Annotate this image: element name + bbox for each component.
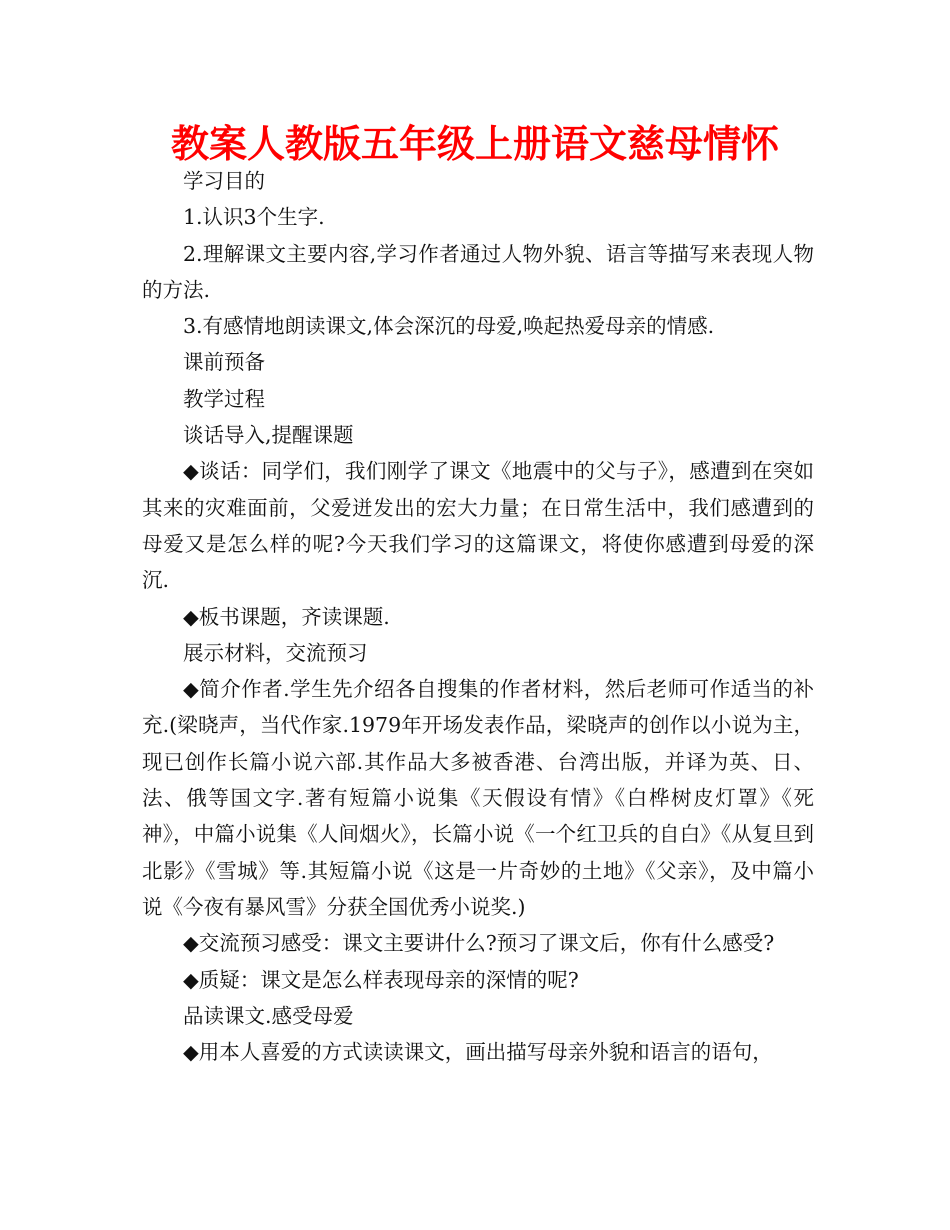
subheading-reading: 品读课文.感受母爱 <box>183 1003 354 1028</box>
section-heading-preparation: 课前预备 <box>183 350 265 375</box>
paragraph-reading-task: ◆用本人喜爱的方式读读课文，画出描写母亲外貌和语言的语句， <box>183 1040 773 1065</box>
paragraph-question: ◆质疑：课文是怎么样表现母亲的深情的呢? <box>183 967 579 992</box>
objective-item-1: 1.认识3个生字. <box>183 205 325 230</box>
paragraph-board-title: ◆板书课题，齐读课题. <box>183 604 390 629</box>
section-heading-objectives: 学习目的 <box>183 169 265 193</box>
objective-item-3: 3.有感情地朗读课文,体会深沉的母爱,唤起热爱母亲的情感. <box>183 314 715 339</box>
document-title: 教案人教版五年级上册语文慈母情怀 <box>170 122 779 166</box>
paragraph-share-feelings: ◆交流预习感受：课文主要讲什么?预习了课文后，你有什么感受? <box>183 931 775 956</box>
subheading-materials: 展示材料，交流预习 <box>183 640 368 665</box>
objective-item-2: 2.理解课文主要内容,学习作者通过人物外貌、语言等描写来表现人物的方法. <box>142 241 814 302</box>
paragraph-author-intro: ◆简介作者.学生先介绍各自搜集的作者材料，然后老师可作适当的补充.(梁晓声，当代作家.1979年开场发表作品，梁晓声的创作以小说为主，现已创作长篇小说六部.其作品大多被香港、台湾出版，并译为英、日、法、俄等国文字.著有短篇小说集《天假设有情》《白桦树皮灯罩》《死神》，中篇小说集《人间烟火》，长篇小说《一个红卫兵的自白》《从复旦到北影》《雪城》等.其短篇小说《这是一片奇妙的土地》《父亲》，及中篇小说《今夜有暴风雪》分获全国优秀小说奖.) <box>142 677 814 919</box>
section-heading-process: 教学过程 <box>183 386 265 411</box>
document-body <box>142 163 814 1070</box>
paragraph-talk: ◆谈话：同学们，我们刚学了课文《地震中的父与子》，感遭到在突如其来的灾难面前，父爱迸发出的宏大力量；在日常生活中，我们感遭到的母爱又是怎么样的呢?今天我们学习的这篇课文，将使你感遭到母爱的深沉. <box>142 459 814 593</box>
subheading-introduction: 谈话导入,提醒课题 <box>183 423 354 448</box>
